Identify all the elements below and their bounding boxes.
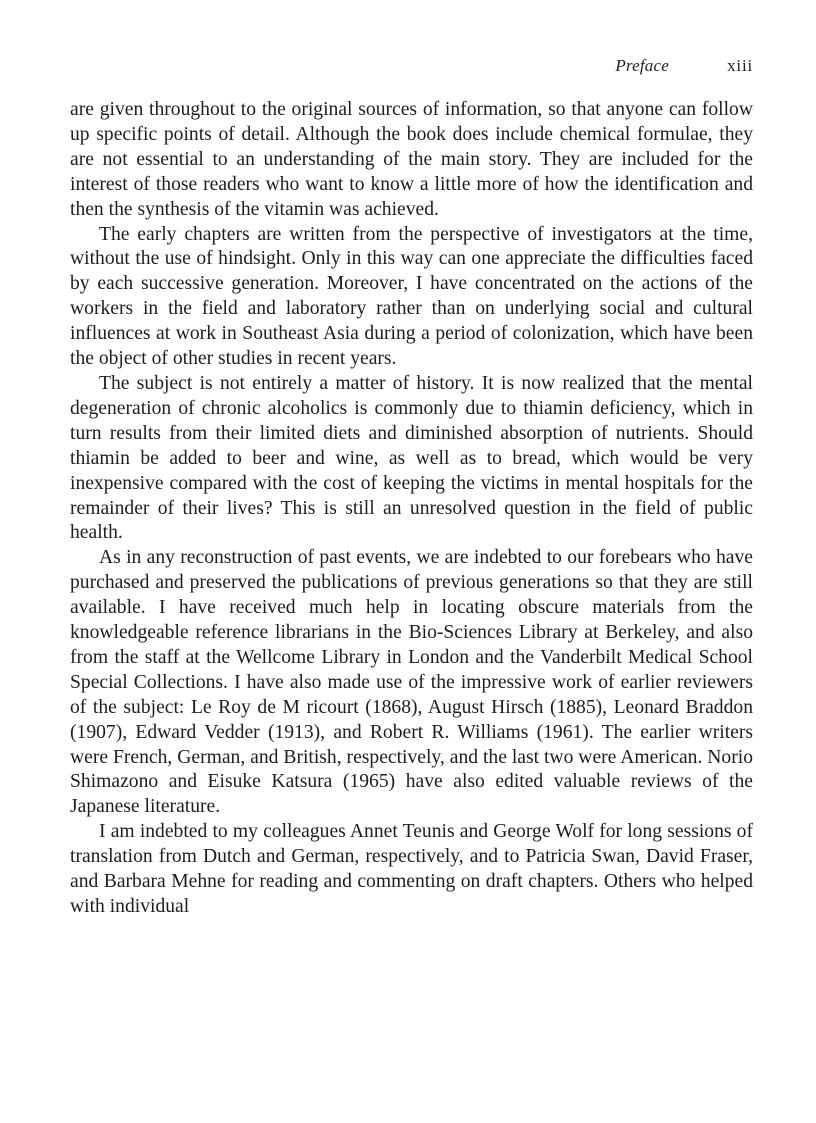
paragraph: The early chapters are written from the perspective of investigators at the time, without the use of hindsight. Only in this way can one appreciate the difficulties faced by each successive generation. Moreover, I have concentrated on the actions of the workers in the field and laboratory rather than on underlying social and cultural influences at work in Southeast Asia during a period of colonization, which have been the object of other studies in recent years.: [70, 223, 753, 370]
body-text: [70, 98, 753, 920]
paragraph-continued: are given throughout to the original sources of information, so that anyone can follow up specific points of detail. Although the book does include chemical formulae, they are not essential to an understanding of the main story. They are included for the interest of those readers who want to know a little more of how the identification and then the synthesis of the vitamin was achieved.: [70, 99, 753, 220]
running-head-title: Preface: [615, 56, 669, 75]
page-number: xiii: [727, 56, 753, 75]
paragraph: As in any reconstruction of past events, we are indebted to our forebears who have purchased and preserved the publications of previous generations so that they are still available. I have received much help in locating obscure materials from the knowledgeable reference librarians in the Bio-Sciences Library at Berkeley, and also from the staff at the Wellcome Library in London and the Vanderbilt Medical School Special Collections. I have also made use of the impressive work of earlier reviewers of the subject: Le Roy de M ricourt (1868), August Hirsch (1885), Leonard Braddon (1907), Edward Vedder (1913), and Robert R. Williams (1961). The earlier writers were French, German, and British, respectively, and the last two were American. Norio Shimazono and Eisuke Katsura (1965) have also edited valuable reviews of the Japanese literature.: [70, 547, 753, 818]
paragraph: I am indebted to my colleagues Annet Teunis and George Wolf for long sessions of translation from Dutch and German, respectively, and to Patricia Swan, David Fraser, and Barbara Mehne for reading and commenting on draft chapters. Others who helped with individual: [70, 821, 753, 917]
paragraph: The subject is not entirely a matter of history. It is now realized that the mental degeneration of chronic alcoholics is commonly due to thiamin deficiency, which in turn results from their limited diets and diminished absorption of nutrients. Should thiamin be added to beer and wine, as well as to bread, which would be very inexpensive compared with the cost of keeping the victims in mental hospitals for the remainder of their lives? This is still an unresolved question in the field of public health.: [70, 372, 753, 544]
running-header: [70, 56, 753, 78]
